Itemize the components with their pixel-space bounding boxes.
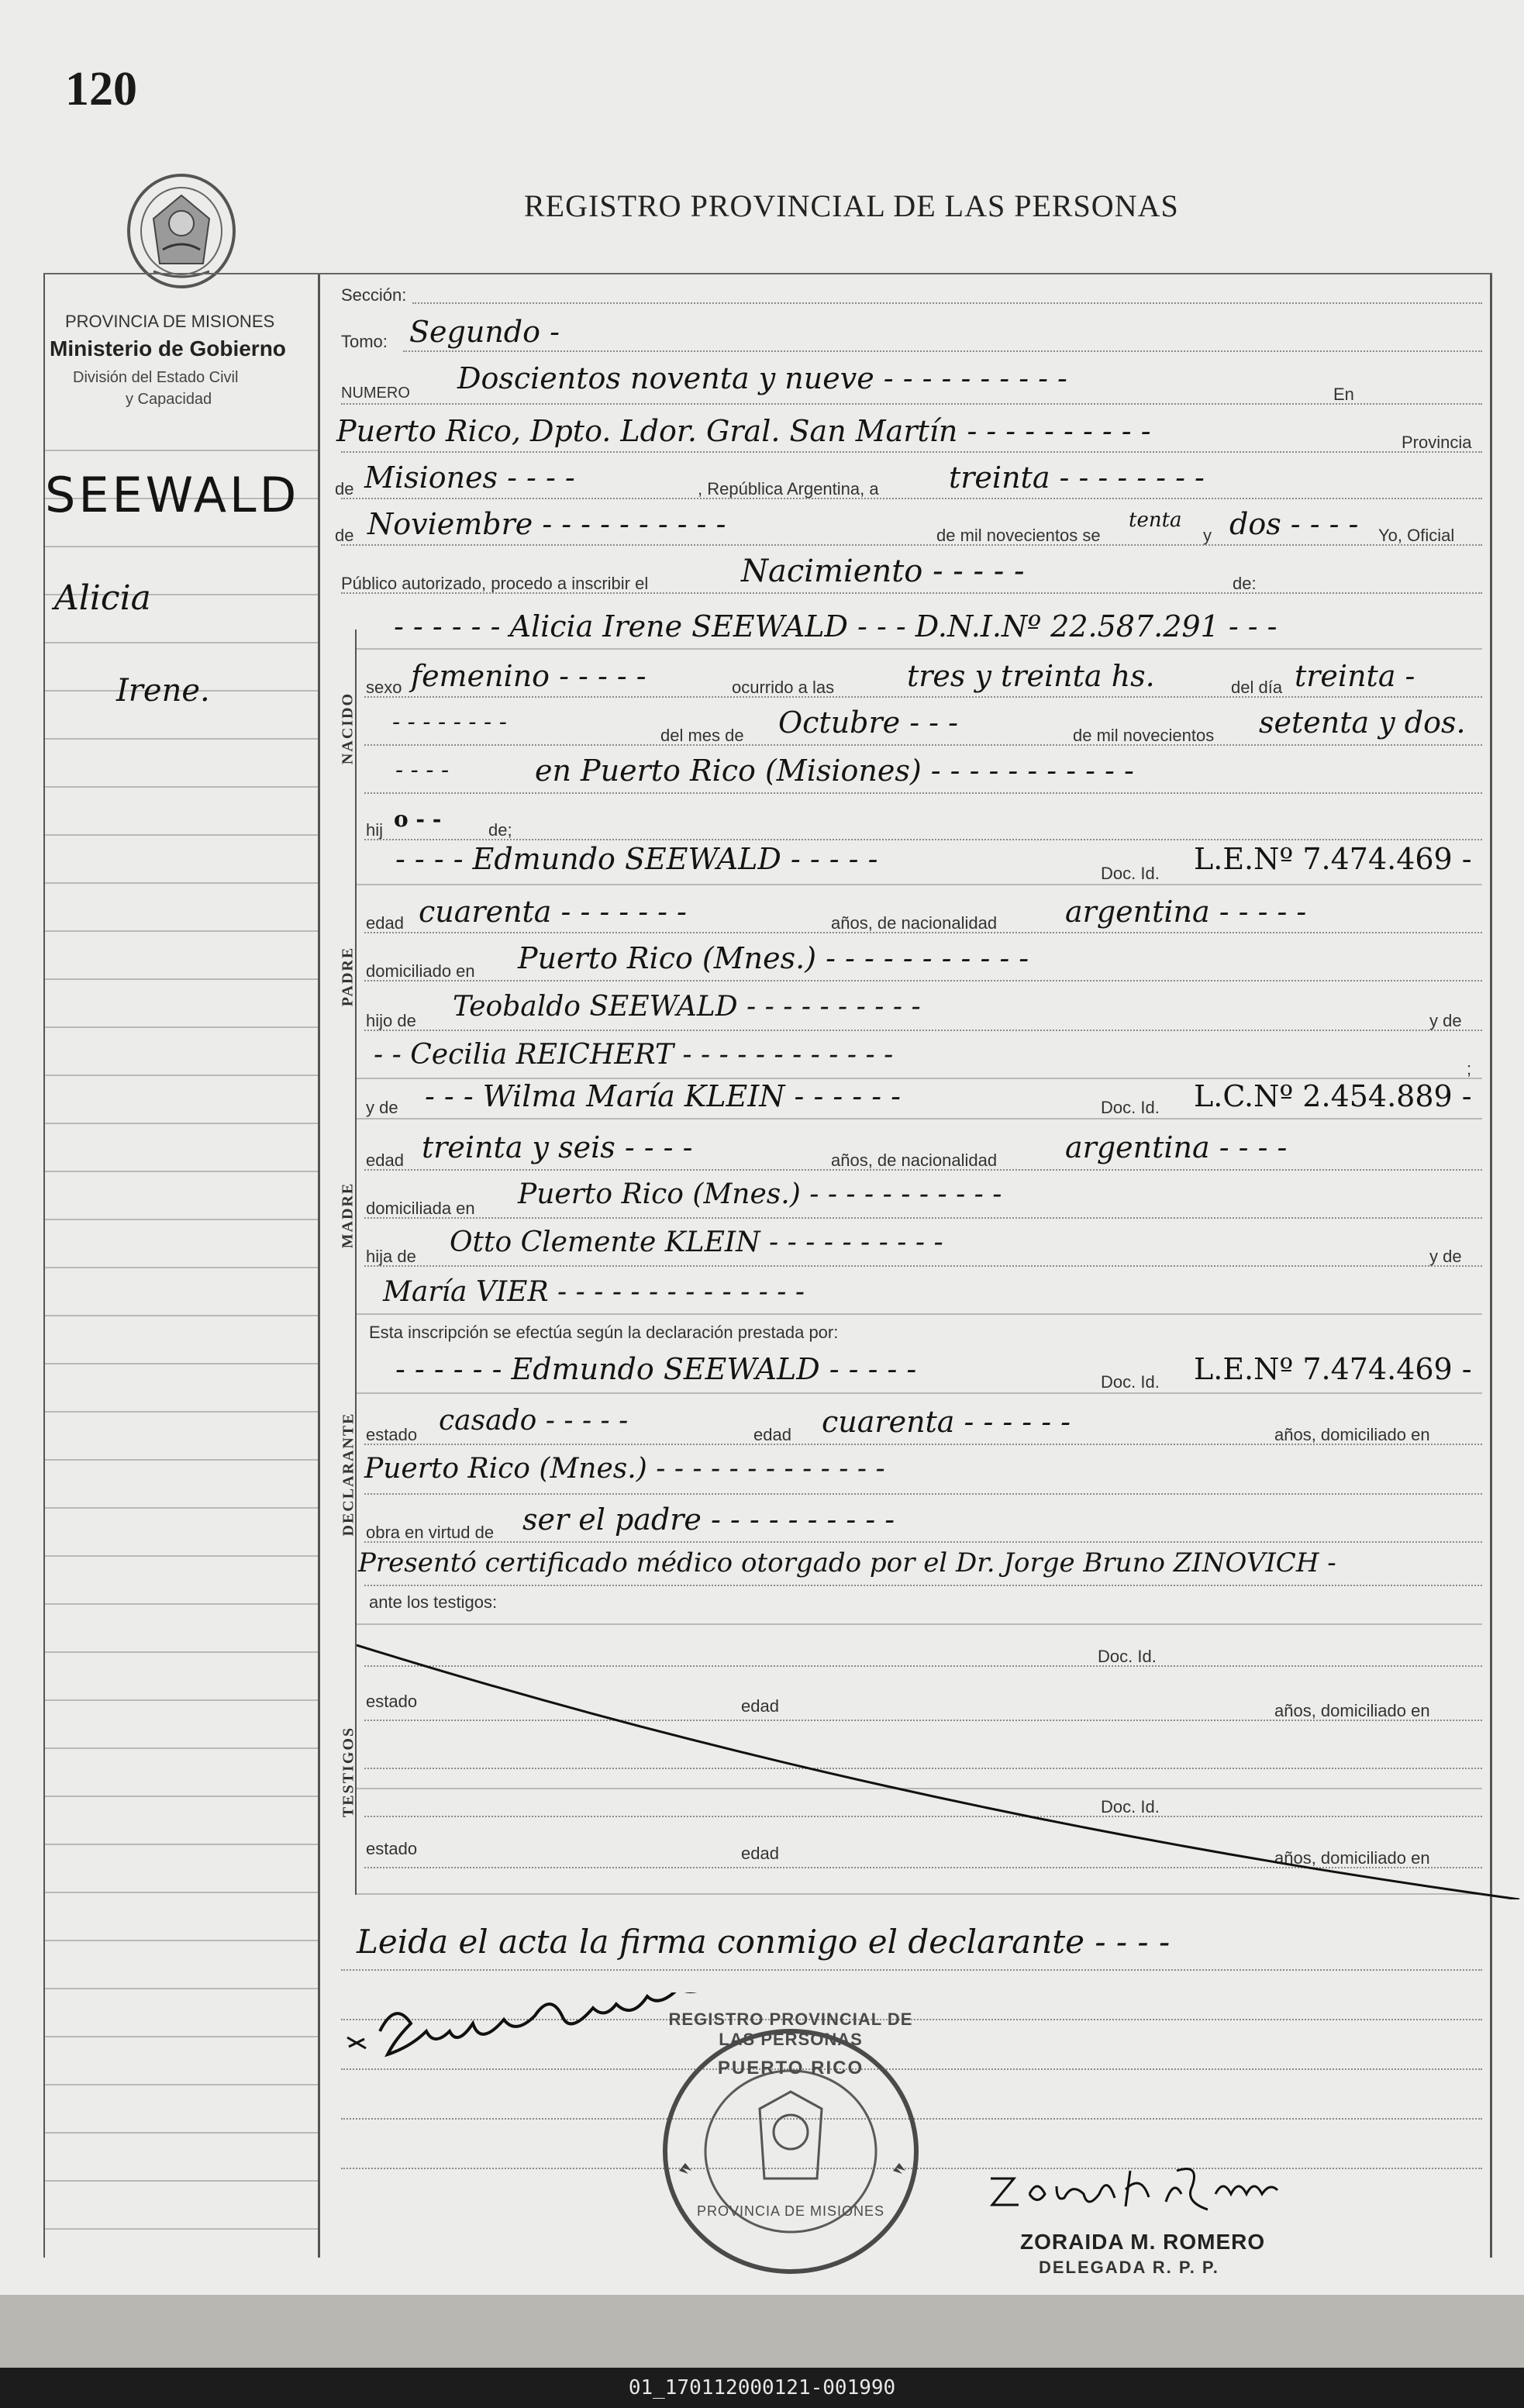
margin-rule: [45, 1844, 318, 1845]
entry-madre-dom: Puerto Rico (Mnes.) - - - - - - - - - - -: [518, 1178, 1002, 1210]
entry-acto: Nacimiento - - - - -: [741, 554, 1025, 589]
entry-madre-doc: L.C.Nº 2.454.889 -: [1194, 1079, 1472, 1113]
entry-decl-doc: L.E.Nº 7.474.469 -: [1194, 1352, 1472, 1386]
label-anos-dom-t2: años, domiciliado en: [1274, 1848, 1430, 1868]
line-madre-start: [357, 1118, 1482, 1119]
label-edad-t2: edad: [741, 1844, 779, 1863]
entry-padre-madre: - - Cecilia REICHERT - - - - - - - - - - - -: [374, 1039, 894, 1071]
line-decl-end: [357, 1623, 1482, 1625]
dots: [341, 592, 1482, 594]
dots: [341, 544, 1482, 546]
label-hijo-de: hijo de: [366, 1011, 416, 1030]
entry-leida: Leida el acta la firma conmigo el declarante - - - -: [357, 1923, 1171, 1961]
label-edad-padre: edad: [366, 913, 404, 933]
margin-rule: [45, 2228, 318, 2230]
margin-rule: [45, 1026, 318, 1028]
margin-rule: [45, 1363, 318, 1364]
margin-surname: SEEWALD: [45, 467, 300, 523]
margin-rule: [45, 450, 318, 451]
margin-rule: [45, 1219, 318, 1220]
entry-decl-nombre: - - - - - - Edmundo SEEWALD - - - - -: [395, 1352, 917, 1386]
left-border: [43, 273, 45, 2258]
dots: [341, 403, 1482, 405]
margin-rule: [45, 738, 318, 740]
label-numero: NUMERO: [341, 385, 410, 402]
entry-padre-doc: L.E.Nº 7.474.469 -: [1194, 842, 1472, 876]
margin-rule: [45, 1075, 318, 1076]
line-padre-start: [357, 884, 1482, 885]
margin-rule: [45, 1459, 318, 1461]
section-tag-nacido: NACIDO: [339, 692, 357, 765]
label-anos-nac-padre: años, de nacionalidad: [831, 913, 998, 933]
margin-rule: [45, 882, 318, 884]
line-madre-end: [357, 1313, 1482, 1315]
entry-madre-nombre: - - - Wilma María KLEIN - - - - - -: [425, 1079, 901, 1113]
dots: [364, 932, 1482, 933]
entry-madre-madre: María VIER - - - - - - - - - - - - - -: [383, 1276, 805, 1308]
section-tag-padre: PADRE: [339, 946, 357, 1007]
entry-madre-padre: Otto Clemente KLEIN - - - - - - - - - -: [450, 1226, 943, 1258]
entry-dashes-lugar: - - - -: [395, 757, 450, 784]
label-y-de-madre: y de: [366, 1098, 398, 1117]
margin-rule: [45, 1267, 318, 1268]
label-de-2: de: [335, 526, 354, 545]
official-signature: [983, 2155, 1309, 2217]
stamp-center-text: PUERTO RICO: [717, 2058, 864, 2079]
label-estado-t2: estado: [366, 1839, 418, 1858]
dots: [364, 1585, 1482, 1586]
label-de-colon: de:: [1233, 574, 1257, 593]
entry-lugar-nac: en Puerto Rico (Misiones) - - - - - - - - - - -: [535, 754, 1134, 788]
line-nacido-nombre: [357, 648, 1482, 650]
margin-rule: [45, 930, 318, 932]
entry-padre-nac: argentina - - - - -: [1065, 895, 1307, 929]
label-del-mes: del mes de: [660, 726, 744, 745]
label-de-mil: de mil novecientos se: [936, 526, 1101, 545]
dots: [341, 1969, 1482, 1971]
entry-decl-dom: Puerto Rico (Mnes.) - - - - - - - - - - - - -: [364, 1453, 885, 1485]
entry-nacido-nombre: - - - - - - Alicia Irene SEEWALD - - - D.N.I.Nº 22.587.291 - - -: [394, 609, 1277, 643]
margin-rule: [45, 2084, 318, 2085]
label-del-dia: del día: [1231, 678, 1283, 697]
dots: [364, 696, 1482, 698]
label-domiciliada: domiciliada en: [366, 1199, 475, 1218]
label-yo-oficial: Yo, Oficial: [1378, 526, 1455, 545]
dots: [364, 1030, 1482, 1031]
footer-bar: [0, 2368, 1524, 2408]
entry-decl-estado: casado - - - - -: [439, 1405, 629, 1437]
entry-padre-dom: Puerto Rico (Mnes.) - - - - - - - - - - -: [518, 941, 1029, 975]
label-de-1: de: [335, 479, 354, 499]
dots: [412, 302, 1482, 304]
ministry-line-2: Ministerio de Gobierno: [50, 336, 286, 361]
label-hija-de: hija de: [366, 1247, 416, 1266]
dots: [341, 451, 1482, 453]
label-edad-decl: edad: [753, 1425, 791, 1444]
dots: [403, 350, 1482, 352]
dots: [364, 980, 1482, 981]
margin-rule: [45, 1699, 318, 1701]
margin-rule: [45, 834, 318, 836]
dots: [364, 1169, 1482, 1171]
entry-dia-nac: treinta -: [1295, 659, 1415, 693]
label-anos-dom-decl: años, domiciliado en: [1274, 1425, 1430, 1444]
label-seccion: Sección:: [341, 285, 407, 305]
section-tag-declarante: DECLARANTE: [340, 1412, 357, 1537]
margin-rule: [45, 1171, 318, 1172]
section-tag-madre: MADRE: [339, 1182, 357, 1249]
entry-padre-padre: Teobaldo SEEWALD - - - - - - - - - -: [453, 991, 921, 1023]
label-ante: ante los testigos:: [369, 1592, 498, 1612]
label-doc-padre: Doc. Id.: [1101, 864, 1160, 883]
label-sexo: sexo: [366, 678, 402, 697]
label-edad-madre: edad: [366, 1151, 404, 1170]
label-anos-nac-madre: años, de nacionalidad: [831, 1151, 998, 1170]
ministry-line-3: División del Estado Civil: [73, 369, 239, 386]
label-publico: Público autorizado, procedo a inscribir el: [341, 574, 649, 593]
margin-rule: [45, 1315, 318, 1316]
label-doc-t1: Doc. Id.: [1098, 1647, 1157, 1666]
margin-rule: [45, 642, 318, 643]
margin-first-name: Alicia: [54, 578, 151, 618]
label-doc-t2: Doc. Id.: [1101, 1797, 1160, 1816]
label-provincia: Provincia: [1402, 433, 1472, 452]
footer-id: 01_170112000121-001990: [628, 2376, 896, 2399]
label-doc-madre: Doc. Id.: [1101, 1098, 1160, 1117]
label-ocurrido: ocurrido a las: [732, 678, 835, 697]
margin-rule: [45, 1892, 318, 1893]
top-border: [43, 273, 1491, 274]
entry-padre-nombre: - - - - Edmundo SEEWALD - - - - -: [395, 842, 878, 876]
label-estado-t1: estado: [366, 1692, 418, 1711]
entry-anio-suffix: tenta: [1129, 509, 1182, 532]
entry-sexo: femenino - - - - -: [411, 659, 646, 693]
entry-anio: dos - - - -: [1229, 507, 1359, 541]
entry-padre-edad: cuarenta - - - - - - -: [419, 895, 687, 929]
label-esta-inscripcion: Esta inscripción se efectúa según la declaración prestada por:: [369, 1323, 839, 1342]
label-y-de-madre-2: y de: [1429, 1247, 1462, 1266]
document-title: REGISTRO PROVINCIAL DE LAS PERSONAS: [524, 188, 1179, 223]
entry-dashes-mes: - - - - - - - -: [392, 709, 507, 736]
margin-rule: [45, 2036, 318, 2037]
dots: [364, 839, 1482, 840]
entry-tomo: Segundo -: [409, 315, 560, 349]
margin-rule: [45, 2180, 318, 2182]
section-tag-testigos: TESTIGOS: [340, 1726, 357, 1818]
dots: [364, 1493, 1482, 1495]
entry-dia: treinta - - - - - - - -: [949, 461, 1205, 495]
margin-rule: [45, 786, 318, 788]
dots: [364, 744, 1482, 746]
entry-decl-virtud: ser el padre - - - - - - - - - -: [522, 1502, 895, 1537]
margin-rule: [45, 1603, 318, 1605]
label-obra: obra en virtud de: [366, 1523, 495, 1542]
label-anos-dom-t1: años, domiciliado en: [1274, 1701, 1430, 1720]
margin-rule: [45, 1988, 318, 1989]
margin-second-name: Irene.: [116, 673, 210, 709]
entry-mes: Noviembre - - - - - - - - - -: [367, 507, 726, 541]
ministry-line-1: PROVINCIA DE MISIONES: [65, 312, 275, 331]
margin-rule: [45, 1123, 318, 1124]
entry-anio-nac: setenta y dos.: [1259, 705, 1466, 740]
margin-rule: [45, 1507, 318, 1509]
entry-provincia: Misiones - - - -: [364, 461, 575, 495]
label-doc-decl: Doc. Id.: [1101, 1372, 1160, 1392]
dots: [364, 1541, 1482, 1543]
entry-certificado: Presentó certificado médico otorgado por el Dr. Jorge Bruno ZINOVICH -: [358, 1547, 1336, 1578]
margin-rule: [45, 1651, 318, 1653]
label-de-semi: de;: [488, 820, 512, 840]
dots: [364, 1217, 1482, 1219]
entry-decl-edad: cuarenta - - - - - -: [822, 1405, 1071, 1439]
label-y-de-padre: y de: [1429, 1011, 1462, 1030]
label-y: y: [1203, 526, 1212, 545]
entry-hora: tres y treinta hs.: [907, 659, 1155, 693]
entry-hijo-suffix: o - -: [394, 806, 442, 832]
dots: [364, 792, 1482, 794]
margin-rule: [45, 546, 318, 547]
stamp-inner-text: PROVINCIA DE MISIONES: [696, 2203, 885, 2219]
label-estado-decl: estado: [366, 1425, 418, 1444]
page-number: 120: [65, 63, 137, 116]
official-role: DELEGADA R. P. P.: [1039, 2258, 1219, 2277]
label-domiciliado-padre: domiciliado en: [366, 961, 475, 981]
margin-rule: [45, 1796, 318, 1797]
margin-rule: [45, 1411, 318, 1413]
entry-madre-nac: argentina - - - -: [1065, 1130, 1288, 1164]
entry-madre-edad: treinta y seis - - - -: [422, 1130, 693, 1164]
margin-rule: [45, 1940, 318, 1941]
margin-rule: [45, 2132, 318, 2134]
dots: [364, 1444, 1482, 1445]
label-edad-t1: edad: [741, 1696, 779, 1716]
line-decl-start: [357, 1392, 1482, 1394]
official-name: ZORAIDA M. ROMERO: [1020, 2230, 1266, 2254]
margin-divider: [318, 273, 320, 2258]
entry-lugar: Puerto Rico, Dpto. Ldor. Gral. San Martín - - - - - - - - - -: [336, 414, 1151, 448]
right-border: [1490, 273, 1492, 2258]
entry-numero: Doscientos noventa y nueve - - - - - - - - - -: [457, 361, 1067, 395]
label-de-mil-2: de mil novecientos: [1073, 726, 1215, 745]
dots: [364, 1265, 1482, 1267]
label-hijo: hij: [366, 820, 384, 840]
entry-mes-nac: Octubre - - -: [778, 705, 958, 740]
label-en: En: [1333, 385, 1354, 404]
page-backing: [0, 2295, 1524, 2368]
label-republica: , República Argentina, a: [698, 479, 879, 499]
label-tomo: Tomo:: [341, 332, 388, 351]
cancellation-diagonal: [357, 1636, 1524, 1899]
stamp-outer-text: REGISTRO PROVINCIAL DE LAS PERSONAS: [668, 2010, 913, 2049]
label-semicolon: ;: [1467, 1059, 1472, 1078]
margin-rule: [45, 1555, 318, 1557]
margin-rule: [45, 978, 318, 980]
ministry-line-4: y Capacidad: [126, 391, 212, 408]
margin-rule: [45, 1747, 318, 1749]
dots: [341, 498, 1482, 499]
